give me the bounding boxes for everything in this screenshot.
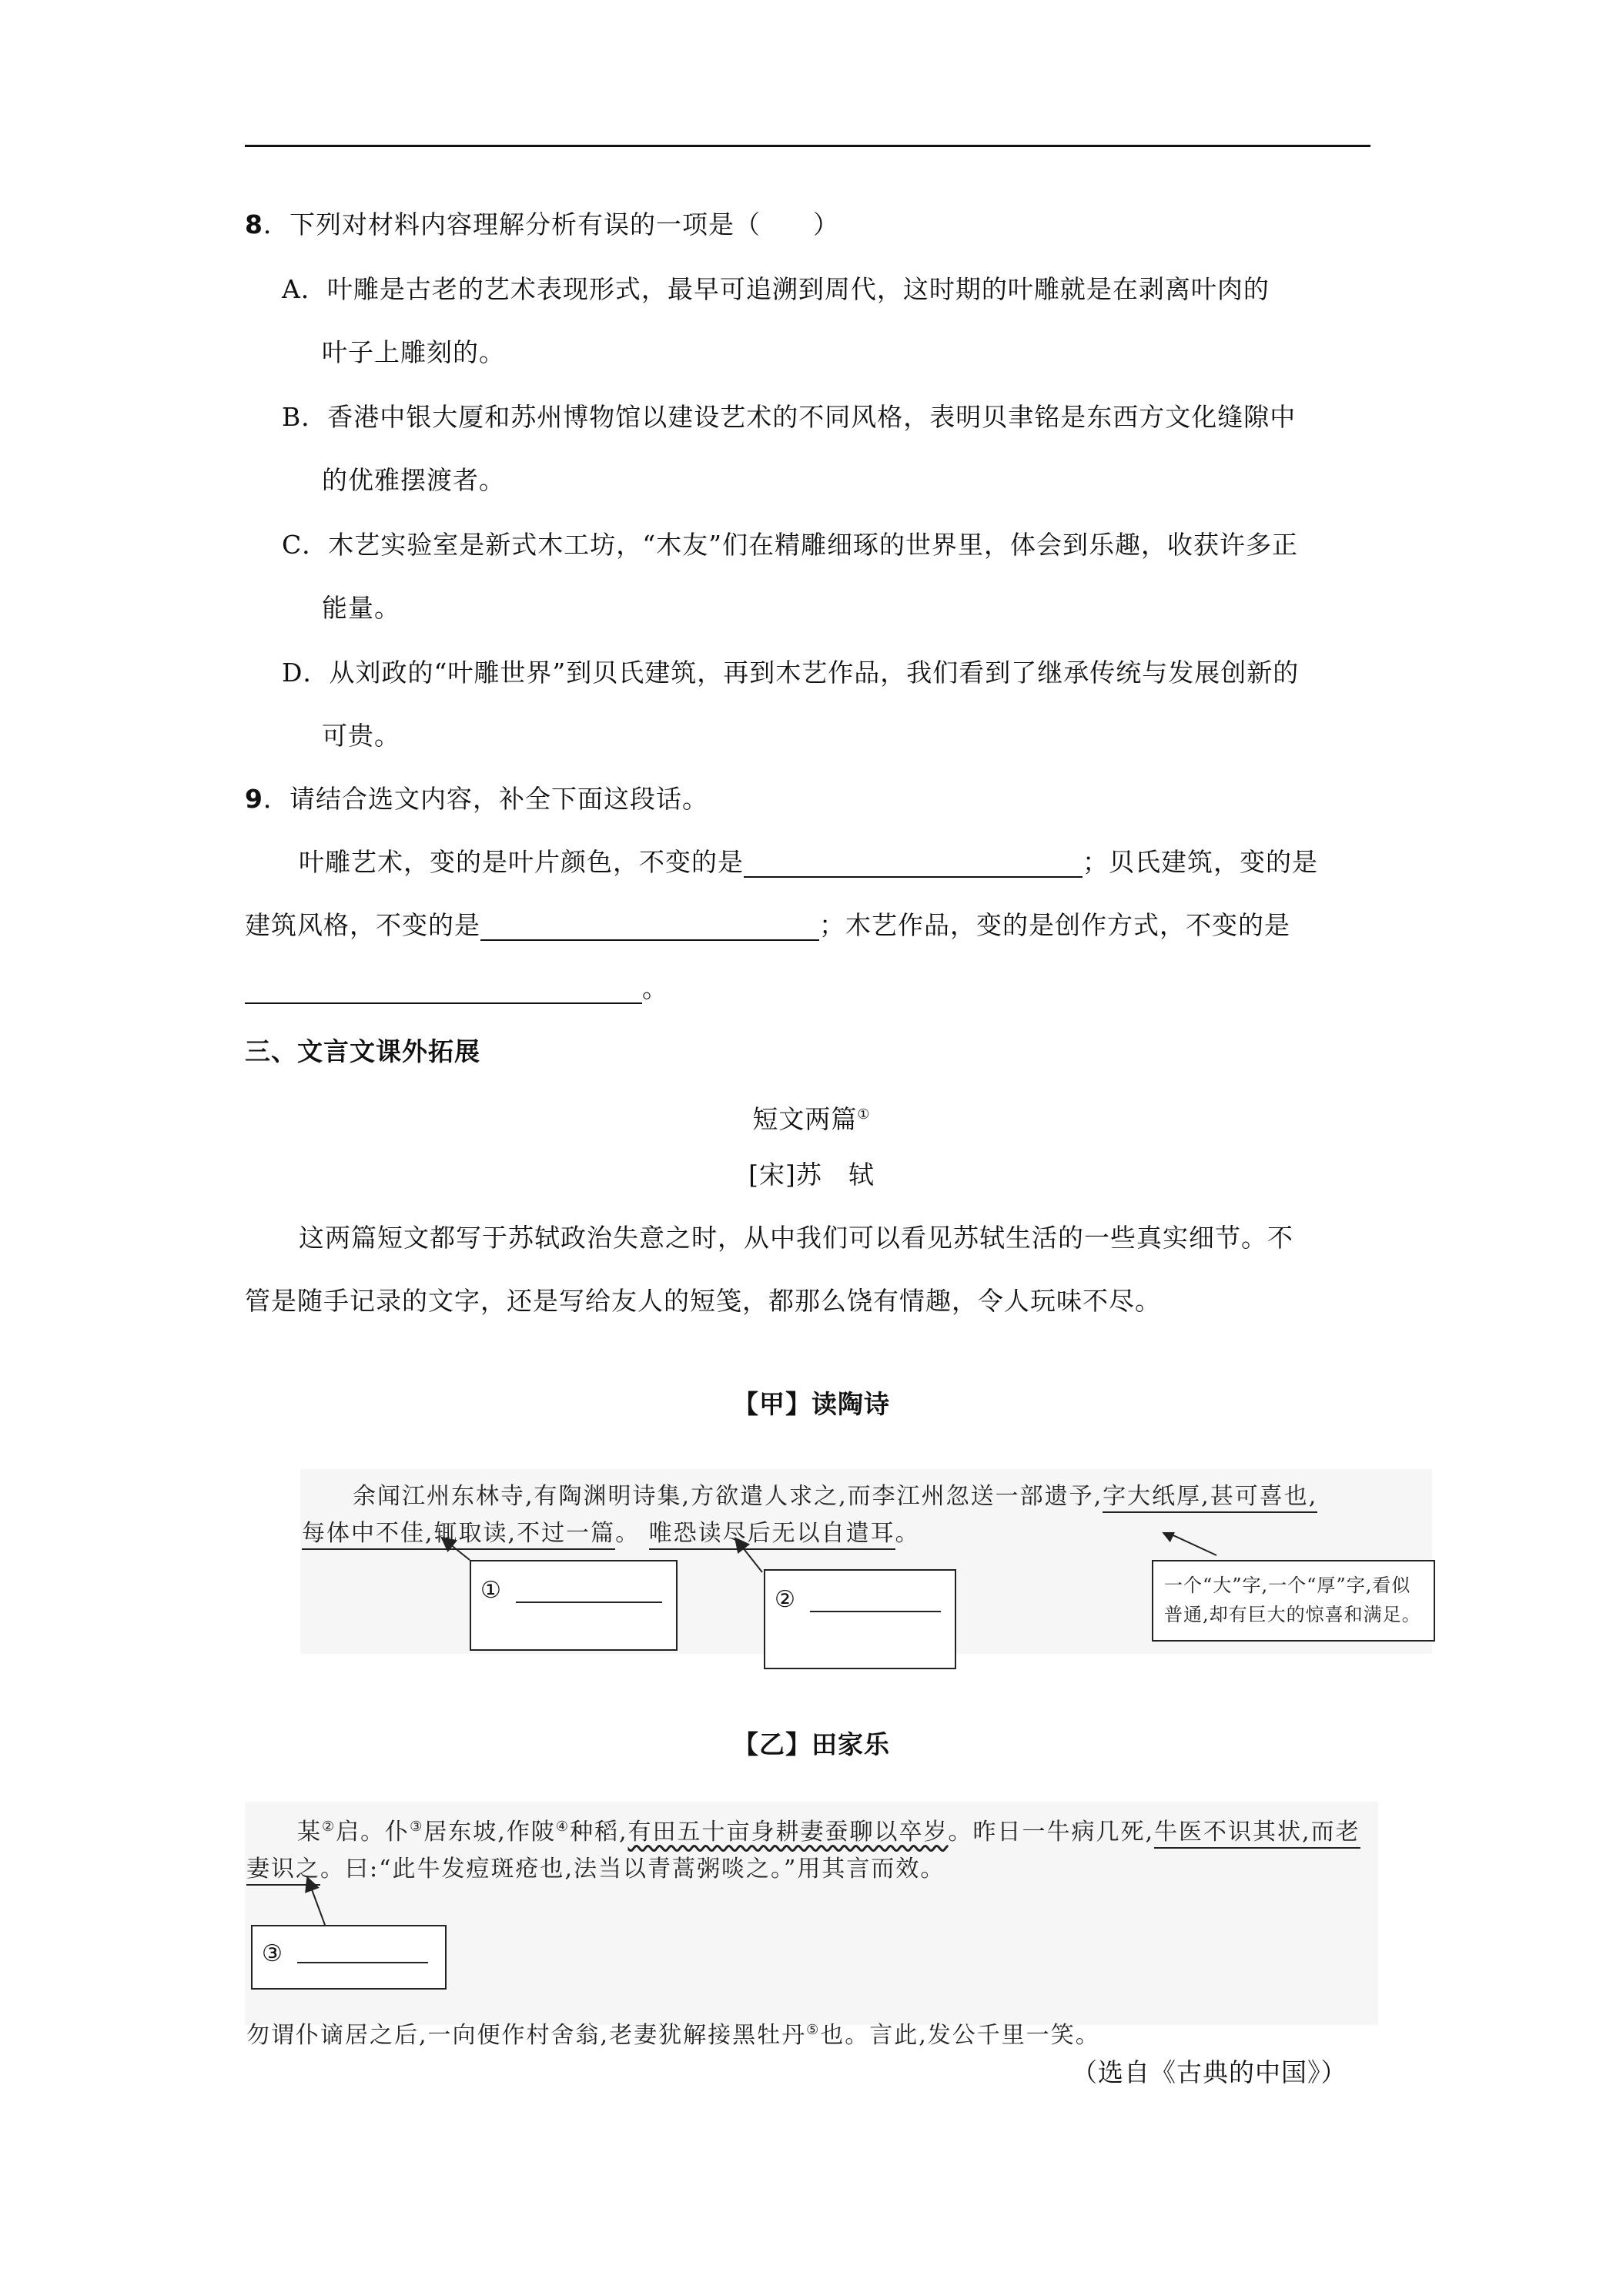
- answer-line: [810, 1611, 941, 1612]
- answer-blank-1[interactable]: [744, 853, 1083, 878]
- yi-wavy-underlined: 有田五十亩身耕妻蚕聊以卒岁: [627, 1819, 949, 1846]
- q8-number: 8: [245, 209, 263, 239]
- answer-box-3[interactable]: [251, 1925, 447, 1990]
- jia-text-line1: [353, 1477, 1317, 1511]
- q8-option-d-line2: 可贵。: [322, 721, 400, 751]
- answer-box-1[interactable]: [470, 1560, 678, 1651]
- footnote-marker: ①: [857, 1106, 871, 1123]
- q8-stem-text: ．下列对材料内容理解分析有误的一项是（ ）: [263, 209, 839, 239]
- annotation-box: [1152, 1560, 1435, 1642]
- q9-paragraph-line2: [245, 910, 1290, 941]
- box-label: ③: [262, 1940, 283, 1967]
- jia-underlined-1: 字大纸厚,甚可喜也,: [1103, 1483, 1317, 1513]
- q9-stem-text: ．请结合选文内容，补全下面这段话。: [263, 784, 708, 814]
- yi-underlined-1: 牛医不识其状,而老: [1154, 1819, 1360, 1849]
- answer-blank-2[interactable]: [480, 916, 819, 941]
- jia-text: 余闻江州东林寺,有陶渊明诗集,方欲遣人求之,而李江州忽送一部遗予,: [353, 1483, 1103, 1510]
- q8-option-b-line2: 的优雅摆渡者。: [322, 465, 505, 495]
- jia-text: 。: [615, 1520, 641, 1547]
- annotation-line2: 普通,却有巨大的惊喜和满足。: [1164, 1604, 1421, 1625]
- jia-underlined-2: 每体中不佳,辄取读,不过一篇: [302, 1520, 615, 1550]
- q8-option-c-line2: 能量。: [322, 593, 400, 623]
- jia-heading: 【甲】读陶诗: [733, 1389, 890, 1419]
- intro-line2: 管是随手记录的文字，还是写给友人的短笺，都那么饶有情趣，令人玩味不尽。: [245, 1286, 1161, 1316]
- arrow-3: [1166, 1532, 1216, 1555]
- yi-text: 居东坡,作陂: [423, 1819, 556, 1846]
- jia-underlined-3: 唯恐读尽后无以自遣耳: [649, 1520, 895, 1550]
- box-label: ②: [775, 1586, 795, 1613]
- answer-line: [516, 1602, 662, 1603]
- q8-option-b-line1: B．香港中银大厦和苏州博物馆以建设艺术的不同风格，表明贝聿铭是东西方文化缝隙中: [282, 402, 1297, 432]
- passage-title: [0, 1099, 1623, 1135]
- yi-text-line3: [246, 2016, 1100, 2050]
- passage-author: [宋]苏 轼: [748, 1160, 875, 1190]
- box-label: ①: [480, 1577, 501, 1604]
- footnote-marker: ④: [555, 1819, 570, 1835]
- footnote-marker: ⑤: [806, 2022, 821, 2038]
- q9-text: 叶雕艺术，变的是叶片颜色，不变的是: [299, 847, 744, 877]
- yi-arrow: [293, 1876, 354, 1930]
- yi-text: 勿谓仆谪居之后,一向便作村舍翁,老妻犹解接黑牡丹: [246, 2022, 807, 2049]
- annotation-line1: 一个“大”字,一个“厚”字,看似: [1164, 1575, 1411, 1596]
- answer-box-2[interactable]: [764, 1569, 956, 1669]
- yi-text: 种稻,: [569, 1819, 628, 1846]
- answer-blank-3[interactable]: [245, 979, 642, 1004]
- footnote-marker: ②: [322, 1819, 336, 1835]
- arrow-1: [447, 1541, 470, 1560]
- passage-title-text: 短文两篇: [752, 1104, 858, 1134]
- q8-stem: [245, 209, 839, 240]
- arrow-2: [739, 1543, 762, 1572]
- q8-option-a-line1: A．叶雕是古老的艺术表现形式，最早可追溯到周代，这时期的叶雕就是在剥离叶肉的: [282, 274, 1270, 304]
- q8-option-c-line1: C．木艺实验室是新式木工坊，“木友”们在精雕细琢的世界里，体会到乐趣，收获许多正: [282, 530, 1298, 560]
- yi-text: 启。仆: [336, 1819, 410, 1846]
- yi-heading: 【乙】田家乐: [733, 1729, 890, 1759]
- yi-text: 也。言此,发公千里一笑。: [820, 2022, 1100, 2049]
- answer-line: [297, 1962, 428, 1963]
- yi-text: 。昨日一牛病几死,: [948, 1819, 1155, 1846]
- q9-number: 9: [245, 784, 263, 814]
- q9-paragraph-line3: [245, 973, 668, 1004]
- footnote-marker: ③: [410, 1819, 424, 1835]
- q8-option-d-line1: D．从刘政的“叶雕世界”到贝氏建筑，再到木艺作品，我们看到了继承传统与发展创新的: [282, 658, 1300, 688]
- header-rule: [245, 145, 1370, 147]
- jia-text: 。: [895, 1520, 920, 1547]
- q9-stem: [245, 784, 708, 815]
- arrow-4: [310, 1883, 325, 1925]
- q9-text: 建筑风格，不变的是: [245, 910, 480, 940]
- yi-text: 某: [297, 1819, 322, 1846]
- intro-line1: 这两篇短文都写于苏轼政治失意之时，从中我们可以看见苏轼生活的一些真实细节。不: [299, 1223, 1293, 1253]
- yi-text: 。曰:“此牛发痘斑疮也,法当以青蒿粥啖之。”用其言而效。: [320, 1856, 945, 1883]
- yi-underlined-2: 妻识之: [246, 1856, 320, 1886]
- source-citation: （选自《古典的中国》）: [1072, 2057, 1347, 2087]
- q9-paragraph-line1: [299, 847, 1318, 878]
- yi-text-line1: [297, 1812, 1360, 1846]
- section-heading: 三、文言文课外拓展: [245, 1036, 480, 1066]
- q9-text: 。: [642, 973, 668, 1003]
- q9-text: ；贝氏建筑，变的是: [1083, 847, 1318, 877]
- q8-option-a-line2: 叶子上雕刻的。: [322, 337, 505, 367]
- q9-text: ；木艺作品，变的是创作方式，不变的是: [819, 910, 1290, 940]
